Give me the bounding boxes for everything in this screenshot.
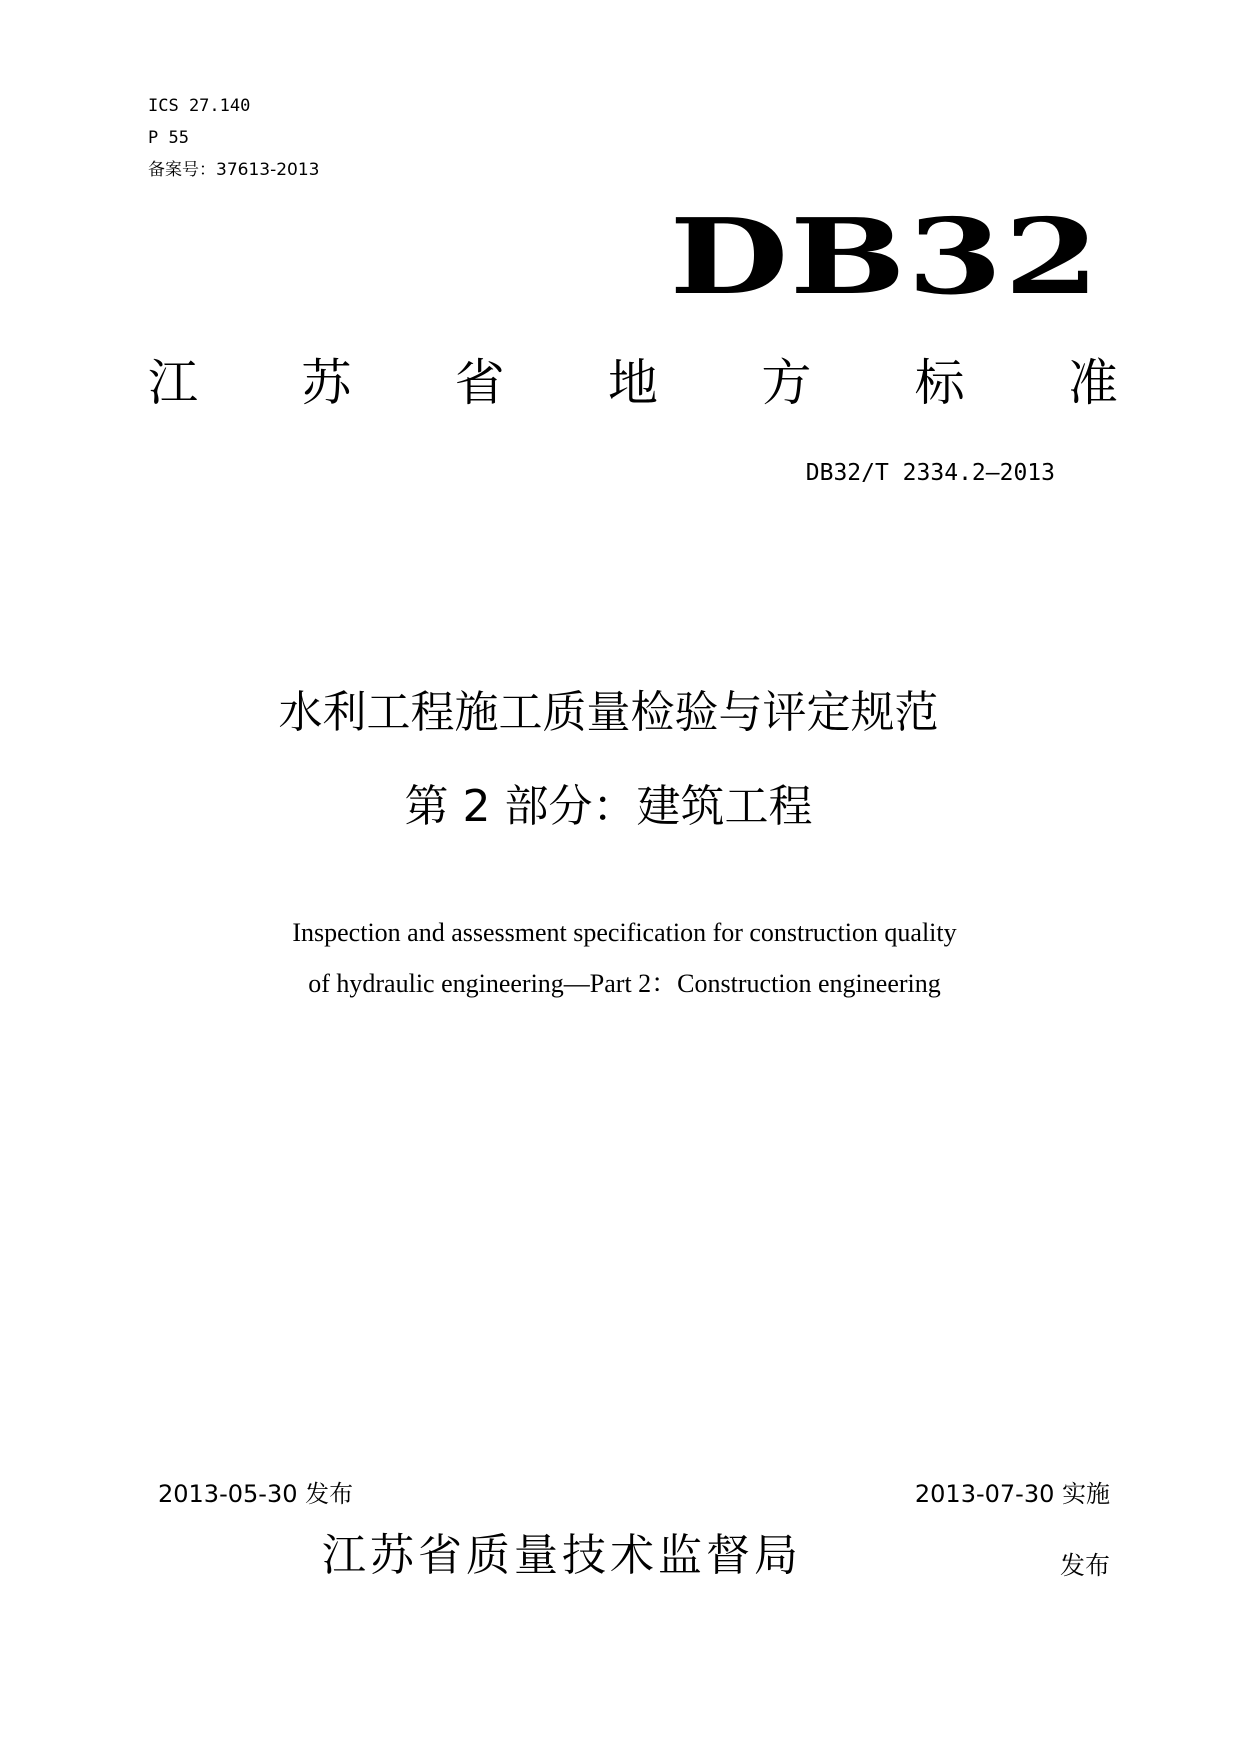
standard-type-char: 地 (607, 354, 658, 412)
standard-type-char: 苏 (301, 354, 352, 412)
title-en-line2: of hydraulic engineering—Part 2：Construction engineering (308, 969, 941, 998)
standard-type-char: 标 (914, 354, 965, 412)
standard-type-char: 江 (148, 354, 198, 412)
title-cn-line1: 水利工程施工质量检验与评定规范 (278, 687, 939, 738)
ics-code: ICS 27.140 (148, 96, 251, 116)
record-number: 备案号：37613-2013 (148, 160, 320, 180)
ccs-code: P 55 (148, 128, 189, 148)
publish-label: 发布 (1059, 1551, 1110, 1580)
title-cn-line2: 第 2 部分：建筑工程 (404, 781, 813, 832)
standard-type-char: 省 (454, 354, 505, 412)
issue-date: 2013-05-30 发布 (158, 1480, 354, 1508)
title-en-line1: Inspection and assessment specification for construction quality (292, 918, 957, 947)
standard-type-char: 准 (1067, 354, 1118, 412)
standard-type-char: 方 (761, 354, 812, 412)
standard-number: DB32/T 2334.2—2013 (805, 460, 1055, 486)
standard-type-heading (148, 348, 1118, 410)
implementation-date: 2013-07-30 实施 (914, 1480, 1110, 1508)
db32-logo: DB32 (669, 195, 1101, 318)
publisher-name: 江苏省质量技术监督局 (322, 1530, 802, 1581)
